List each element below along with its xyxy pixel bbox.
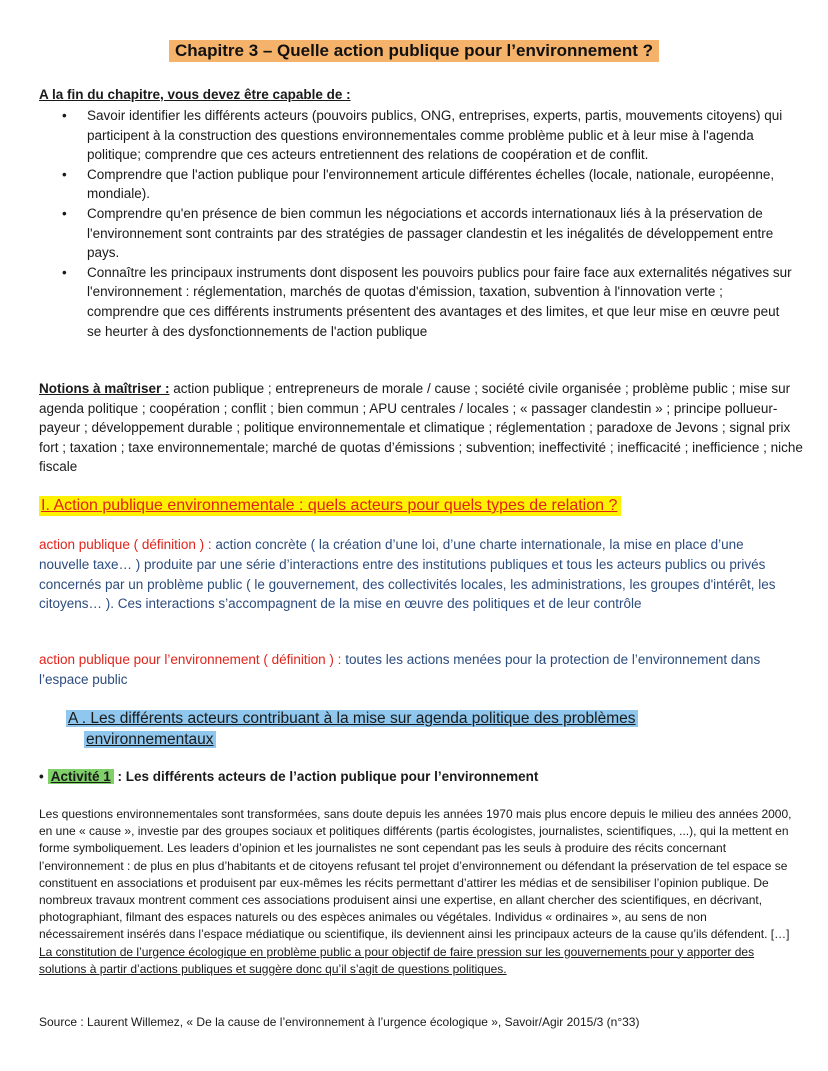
objective-text: Comprendre qu'en présence de bien commun les négociations et accords internationaux liés à la préservation de l'environnement sont contraints par des stratégies de passager clandestin et les inégalités de développement entre pays. [87,205,774,261]
definition-action-publique-environnement [39,650,789,690]
definition-text: toutes les actions menées pour la protection de l’environnement dans l’espace public [39,652,761,687]
document-body: Les questions environnementales sont transformées, sans doute depuis les années 1970 mais plus encore depuis le milieu des années 2000, en une « cause », investie par des groupes sociaux et politiques différents (partis écologistes, journalistes, scientifiques, ...), qui la mettent en forme symboliquement. Les leaders d’opinion et les journalistes ne sont cependant pas les seuls à produire des récits concernant l’environnement : de plus en plus d’habitants et de citoyens refusant tel projet d’environnement ou défendant la préservation de tel espace se constituent en associations et produisent par eux-mêmes les récits permettant d’attirer les médias et de sensibiliser l’opinion publique. De nombreux travaux montrent comment ces associations produisent ainsi une expertise, en allant chercher des scientifiques, en décrivant, photographiant, filmant des espaces naturels ou des espèces animales ou végétales. Individus « ordinaires », au sens de non nécessairement insérés dans l’espace médiatique ou scientifique, ils deviennent ainsi les principaux acteurs de la cause qu’ils défendent. […] [39,807,792,942]
section-a-title [66,708,706,750]
source-citation: Source : Laurent Willemez, « De la cause de l’environnement à l’urgence écologique », Savoir/Agir 2015/3 (n°33) [39,1015,640,1029]
objective-text: Savoir identifier les différents acteurs (pouvoirs publics, ONG, entreprises, experts, partis, mouvements citoyens) qui participent à la construction des questions environnementales comme problème public et à leur mise à l'agenda politique; comprendre que ces acteurs entretiennent des relations de coopération et de conflit. [87,108,783,163]
document-text [39,806,794,978]
list-item [62,263,792,341]
definition-text: action concrète ( la création d’une loi, d’une charte internationale, la mise en place d’une nouvelle taxe… ) produite par une série d’interactions entre des institutions publiques et tous les acteurs publics ou privés concernés par un problème public ( le gouvernement, des collectivités locales, les administrations, les groupes d'intérêt, les citoyens… ). Ces interactions s’accompagnent de la mise en œuvre des politiques et de leur contrôle [39,537,776,612]
definition-term: action publique pour l’environnement ( définition ) : [39,652,342,667]
bullet-icon: • [62,264,67,280]
objective-text: Comprendre que l'action publique pour l'environnement articule différentes échelles (locale, nationale, européenne, mondiale). [87,166,775,202]
activity-badge: Activité 1 [48,769,114,784]
section-a-line-1: A . Les différents acteurs contribuant à la mise sur agenda politique des problèmes [68,710,636,727]
list-item [62,106,792,165]
definition-term: action publique ( définition ) : [39,537,212,552]
notions-text: action publique ; entrepreneurs de morale / cause ; société civile organisée ; problème public ; mise sur agenda politique ; coopération ; conflit ; bien commun ; APU centrales / locales ; « passager clandestin » ; principe pollueur-payeur ; développement durable ; politique environnementale et climatique ; réglementation ; paradoxe de Jevons ; signal prix fort ; taxation ; taxe environnementale; marché de quotas d’émissions ; subvention; ineffectivité ; inefficacité ; inefficience ; niche fiscale [39,381,803,475]
bullet-icon: • [62,166,67,182]
activity-title: : Les différents acteurs de l’action publique pour l’environnement [117,769,539,784]
definition-action-publique [39,535,789,614]
title-container [0,40,828,62]
notions-label: Notions à maîtriser : [39,381,170,396]
notions-paragraph [39,379,804,477]
document-underlined: La constitution de l’urgence écologique en problème public a pour objectif de faire pression sur les gouvernements pour y apporter des solutions à partir d’actions publiques et suggère donc qu’il s’agit de questions politiques. [39,944,755,976]
objectives-heading: A la fin du chapitre, vous devez être capable de : [39,87,351,102]
list-item [62,165,792,204]
list-item [62,204,792,263]
section-1-title: I. Action publique environnementale : quels acteurs pour quels types de relation ? [39,496,621,516]
bullet-icon: • [62,108,67,123]
bullet-icon: • [62,205,67,221]
activity-heading [39,769,538,784]
bullet-icon: • [39,769,44,784]
section-a-line-2: environnementaux [86,731,214,748]
objective-text: Connaître les principaux instruments dont disposent les pouvoirs publics pour faire face aux externalités négatives sur l'environnement : réglementation, marchés de quotas d'émission, taxation, subvention à l'innovation verte ; comprendre que ces différents instruments présentent des avantages et des limites, et que leur mise en œuvre peut se heurter à des dysfonctionnements de l'action publique [87,264,792,339]
objectives-list [62,106,792,341]
chapter-title: Chapitre 3 – Quelle action publique pour l’environnement ? [169,40,659,62]
